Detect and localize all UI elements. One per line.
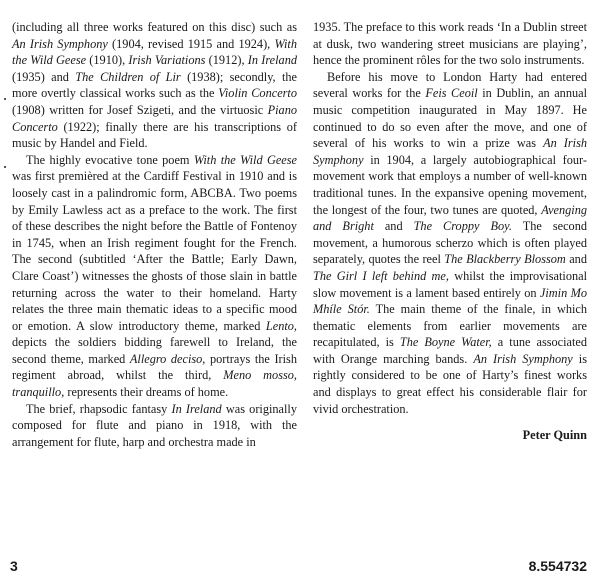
margin-mark [4, 166, 6, 168]
text-run: (including all three works featured on this disc) such as [12, 20, 297, 34]
left-column [12, 19, 297, 450]
text-run: Before his move to London Harty had entered several works for the [313, 69, 587, 101]
text-run: portrays the Irish regiment abroad, whilst the third, [12, 351, 297, 383]
text-run: in 1904, a largely autobiographical four-movement work that employs a number of well-known traditional tunes. In the expansive opening movement, the longest of the four, two tunes are quoted, [313, 152, 587, 217]
text-run: whilst the improvisational slow movement is a lament based entirely on [313, 268, 587, 300]
right-column-body [313, 19, 587, 417]
italic-title: Feis Ceoil [425, 86, 478, 101]
text-run: (1904, revised 1915 and 1924), [107, 36, 275, 51]
italic-title: With the Wild Geese [12, 36, 297, 68]
italic-title: An Irish Symphony [473, 351, 573, 366]
italic-title: The Croppy Boy. [413, 219, 512, 234]
text-run: The main theme of the finale, in which thematic elements from earlier movements are recapitulated, is [313, 302, 588, 350]
italic-title: In Ireland [171, 401, 222, 416]
text-run: The brief, rhapsodic fantasy [26, 401, 172, 416]
author-signature: Peter Quinn [522, 428, 587, 443]
text-run: was first premièred at the Cardiff Festival in 1910 and is loosely cast in a palindromic form, ABCBA. Two poems by Emily Lawless act as a preface to the work. The first of these describes the night before the Battle of Fontenoy in 1745, when an Irish regiment fought for the French. The second (subtitled ‘After the Battle; Early Dawn, Clare Coast’) witnesses the ghosts of those slain in battle returning across the water to their homeland. Harty relates the three main thematic ideas to a specific mood or emotion. A slow introductory theme, marked [12, 169, 297, 333]
italic-title: Lento, [265, 318, 297, 333]
italic-title: The Girl I left behind me, [313, 268, 449, 283]
italic-title: Irish Variations [128, 53, 206, 68]
text-run: (1908) written for Josef Szigeti, and the virtuosic [12, 102, 268, 117]
italic-title: In Ireland [247, 53, 297, 68]
paragraph [12, 401, 297, 451]
text-run: represents their dreams of home. [64, 385, 229, 400]
italic-title: Piano Concerto [12, 102, 297, 134]
page-number: 3 [10, 558, 18, 574]
text-run: depicts the soldiers bidding farewell to Ireland, the second theme, marked [12, 335, 297, 366]
italic-title: An Irish Symphony [12, 36, 108, 51]
italic-title: Violin Concerto [218, 86, 297, 101]
text-run: (1935) and [12, 69, 76, 84]
italic-title: The Boyne Water, [399, 335, 492, 350]
text-run: (1938); secondly, the more overtly classical works such as the [12, 69, 298, 101]
catalog-number: 8.554732 [528, 558, 587, 574]
text-run: a tune associated with Orange marching bands. [313, 335, 588, 366]
italic-title: An Irish Symphony [313, 136, 587, 167]
text-run: was originally composed for flute and piano in 1918, with the arrangement for flute, harp and orchestra made in [12, 401, 297, 449]
paragraph [313, 69, 587, 417]
italic-title: Meno mosso, tranquillo, [12, 368, 297, 400]
right-column [313, 19, 587, 444]
italic-title: Allegro deciso, [129, 351, 206, 366]
text-run: 1935. The preface to this work reads ‘In a Dublin street at dusk, two wandering street musicians are playing’, hence the prominent rôles for the two solo instruments. [313, 20, 587, 68]
text-run: (1912), [205, 53, 248, 68]
italic-title: The Blackberry Blossom [444, 252, 566, 267]
italic-title: Jimin Mo Mhíle Stór. [313, 285, 587, 317]
text-run: The highly evocative tone poem [26, 152, 194, 167]
text-run: and [565, 252, 587, 267]
margin-mark [4, 98, 6, 100]
paragraph [313, 19, 587, 69]
italic-title: The Children of Lir [75, 69, 181, 84]
italic-title: Avenging and Bright [313, 202, 587, 234]
text-run: and [373, 219, 414, 234]
italic-title: With the Wild Geese [193, 152, 297, 167]
text-run: The second movement, a humorous scherzo which is often played separately, quotes the reel [313, 219, 587, 267]
text-run: (1910), [86, 53, 129, 68]
paragraph [12, 152, 297, 401]
paragraph [12, 19, 297, 152]
text-run: (1922); finally there are his transcriptions of music by Handel and Field. [12, 119, 297, 151]
text-run: in Dublin, an annual music competition inaugurated in May 1897. He continued to do so even after the move, and one of several of his works to win a prize was [313, 86, 587, 151]
text-run: is rightly considered to be one of Harty’s finest works and displays to great effect his considerable flair for vivid orchestration. [313, 351, 587, 416]
